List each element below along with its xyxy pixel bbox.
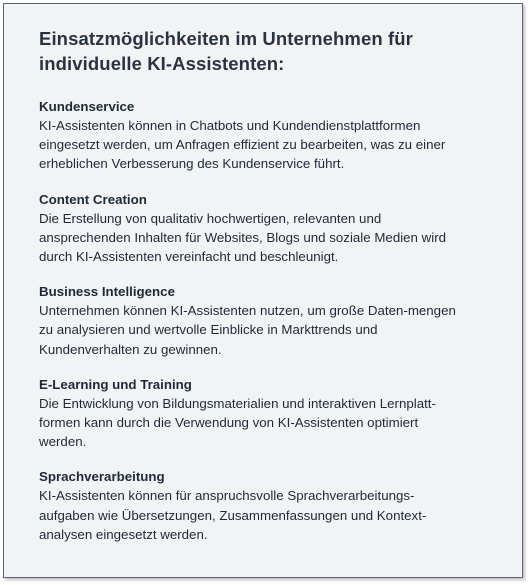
section-kundenservice <box>39 97 502 174</box>
section-body: Die Entwicklung von Bildungsmaterialien und interaktiven Lernplatt- formen kann durch die Verwendung von KI-Assistenten optimiert werden. <box>39 395 436 450</box>
section-body: KI-Assistenten können für anspruchsvolle Sprachverarbeitungs- aufgaben wie Übersetzungen, Zusammenfassungen und Kontext- analysen eingesetzt werden. <box>39 488 427 542</box>
section-body: KI-Assistenten können in Chatbots und Kundendienstplattformen eingesetzt werden, um Anfragen effizient zu bearbeiten, was zu einer erheblichen Verbesserung des Kundenservice führt. <box>39 118 446 172</box>
section-business-intelligence <box>39 282 502 359</box>
section-heading: Business Intelligence <box>39 284 175 300</box>
section-heading: Sprachverarbeitung <box>39 469 165 485</box>
section-body: Die Erstellung von qualitativ hochwertigen, relevanten und ansprechenden Inhalten für Websites, Blogs und soziale Medien wird durch KI-Assistenten vereinfacht und beschleunigt. <box>39 210 447 265</box>
info-card <box>3 3 523 578</box>
section-content-creation <box>39 190 502 267</box>
section-heading: E-Learning und Training <box>39 376 192 392</box>
page-title: Einsatzmöglichkeiten im Unternehmen für individuelle KI-Assistenten: <box>39 28 413 74</box>
section-body: Unternehmen können KI-Assistenten nutzen, um große Daten-mengen zu analysieren und wertvolle Einblicke in Markttrends und Kundenverhalten zu gewinnen. <box>39 303 456 357</box>
section-e-learning <box>39 375 502 452</box>
section-sprachverarbeitung <box>39 467 502 544</box>
section-heading: Content Creation <box>39 191 147 207</box>
section-heading: Kundenservice <box>39 99 135 114</box>
